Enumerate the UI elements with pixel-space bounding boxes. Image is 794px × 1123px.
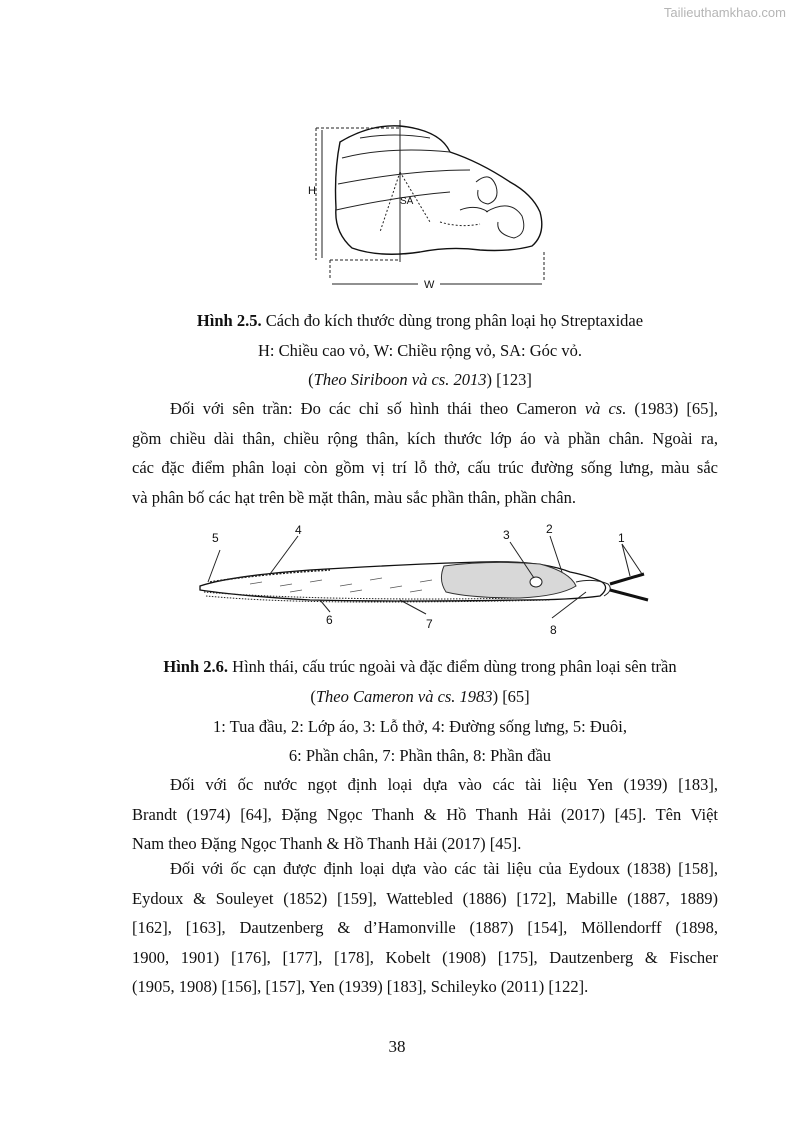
angle-label: SA bbox=[400, 196, 414, 207]
para3-line5: (1905, 1908) [156], [157], Yen (1939) [183], Schileyko (2011) [122]. bbox=[132, 977, 589, 996]
figure2-legend-line2: 6: Phần chân, 7: Phần thân, 8: Phần đầu bbox=[288, 746, 552, 765]
para2-line3: Nam theo Đặng Ngọc Thanh & Hồ Thanh Hải (2017) [45]. bbox=[132, 834, 522, 853]
page-number: 38 bbox=[388, 1037, 406, 1056]
figure1-source-ref: [123] bbox=[491, 370, 532, 389]
paragraph-slug-measurements bbox=[132, 394, 718, 512]
figure1-caption-line2: H: Chiều cao vỏ, W: Chiều rộng vỏ, SA: Góc vỏ. bbox=[257, 341, 582, 360]
width-label: W bbox=[424, 279, 435, 291]
figure2-caption-prefix: Hình 2.6. bbox=[163, 657, 229, 676]
figure2-legend-line1: 1: Tua đầu, 2: Lớp áo, 3: Lỗ thở, 4: Đường sống lưng, 5: Đuôi, bbox=[213, 717, 627, 736]
figure2-source-italic: Theo Cameron và cs. 1983 bbox=[315, 687, 493, 706]
para1-line1: Đối với sên trần: Đo các chỉ số hình thái theo Cameron và cs. (1983) [65], bbox=[170, 399, 718, 418]
para2-line2: Brandt (1974) [64], Đặng Ngọc Thanh & Hồ Thanh Hải (2017) [45]. Tên Việt bbox=[132, 804, 718, 824]
para3-line4: 1900, 1901) [176], [177], [178], Kobelt (1908) [175], Dautzenberg & Fischer bbox=[132, 947, 718, 967]
slug-morphology-figure bbox=[190, 520, 660, 640]
figure1-caption-text: Cách đo kích thước dùng trong phân loại họ Streptaxidae bbox=[261, 311, 644, 330]
figure2-caption-text: Hình thái, cấu trúc ngoài và đặc điểm dùng trong phân loại sên trần bbox=[228, 657, 677, 676]
figure2-source-ref: [65] bbox=[498, 687, 530, 706]
para1-line2: gồm chiều dài thân, chiều rộng thân, kích thước lớp áo và phần chân. Ngoài ra, bbox=[132, 428, 718, 448]
callout-2: 2 bbox=[546, 522, 553, 536]
watermark: Tailieuthamkhao.com bbox=[663, 5, 786, 20]
para3-line2: Eydoux & Souleyet (1852) [159], Wattebled (1886) [172], Mabille (1887, 1889) bbox=[132, 888, 718, 908]
para3-line3: [162], [163], Dautzenberg & d’Hamonville (1887) [154], Möllendorff (1898, bbox=[132, 918, 718, 937]
shell-measurement-figure bbox=[300, 112, 558, 300]
para3-line1: Đối với ốc cạn được định loại dựa vào các tài liệu của Eydoux (1838) [158], bbox=[170, 859, 718, 878]
figure1-source-italic: Theo Siriboon và cs. 2013 bbox=[313, 370, 487, 389]
callout-6: 6 bbox=[326, 613, 333, 627]
figure1-source: (Theo Siriboon và cs. 2013) [123] bbox=[308, 370, 532, 389]
callout-8: 8 bbox=[550, 623, 557, 637]
callout-3: 3 bbox=[503, 528, 510, 542]
callout-4: 4 bbox=[295, 523, 302, 537]
callout-1: 1 bbox=[618, 531, 625, 545]
paragraph-freshwater bbox=[132, 770, 718, 859]
para1-line4: và phân bố các hạt trên bề mặt thân, màu sắc phần thân, phần chân. bbox=[132, 487, 576, 507]
paragraph-land-snails bbox=[132, 854, 718, 1002]
callout-7: 7 bbox=[426, 617, 433, 631]
figure1-caption-prefix: Hình 2.5. bbox=[196, 311, 262, 330]
figure2-source: (Theo Cameron và cs. 1983) [65] bbox=[310, 687, 530, 706]
figure1-caption bbox=[120, 311, 720, 331]
height-label: H bbox=[308, 185, 316, 197]
figure2-caption bbox=[120, 657, 720, 677]
para1-line3: các đặc điểm phân loại còn gồm vị trí lỗ thở, cấu trúc đường sống lưng, màu sắc bbox=[132, 458, 718, 477]
para2-line1: Đối với ốc nước ngọt định loại dựa vào các tài liệu Yen (1939) [183], bbox=[170, 775, 718, 794]
callout-5: 5 bbox=[212, 531, 219, 545]
